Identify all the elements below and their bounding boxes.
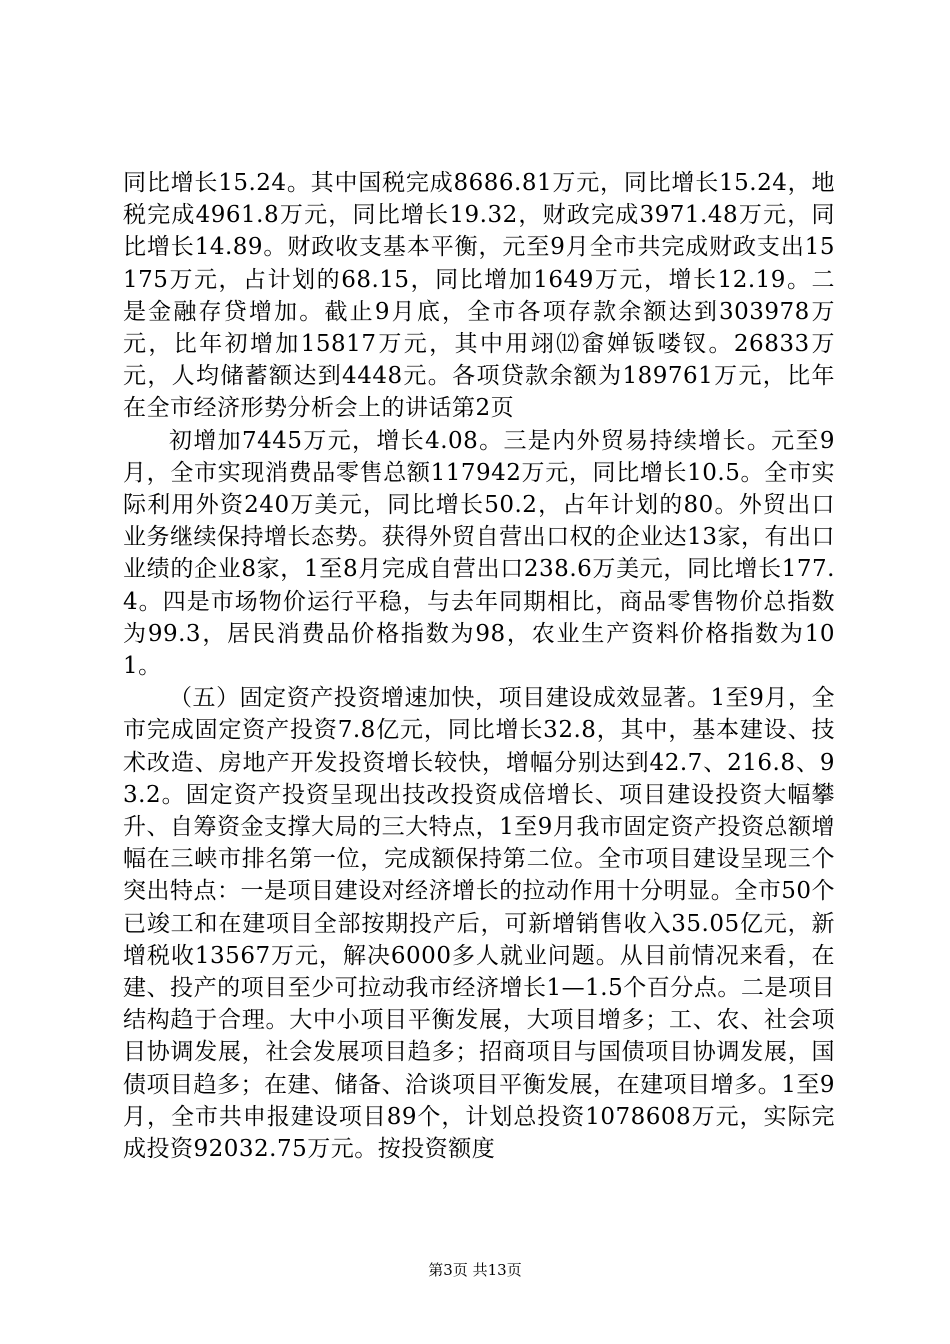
paragraph-1: 同比增长15.24。其中国税完成8686.81万元，同比增长15.24，地税完成4961.8万元，同比增长19.32，财政完成3971.48万元，同比增长14.89。财政收支基本平衡，元至9月全市共完成财政支出15175万元，占计划的68.15，同比增加1649万元，增长12.19。二是金融存贷增加。截止9月底，全市各项存款余额达到303978万元，比年初增加15817万元，其中用翊⑿畲婵钣喽钗。26833万元，人均储蓄额达到4448元。各项贷款余额为189761万元，比年在全市经济形势分析会上的讲话第2页 (123, 170, 835, 422)
paragraph-3: （五）固定资产投资增速加快，项目建设成效显著。1至9月，全市完成固定资产投资7.8亿元，同比增长32.8，其中，基本建设、技术改造、房地产开发投资增长较快，增幅分别达到42.7、216.8、93.2。固定资产投资呈现出技改投资成倍增长、项目建设投资大幅攀升、自筹资金支撑大局的三大特点，1至9月我市固定资产投资总额增幅在三峡市排名第一位，完成额保持第二位。全市项目建设呈现三个突出特点：一是项目建设对经济增长的拉动作用十分明显。全市50个已竣工和在建项目全部按期投产后，可新增销售收入35.05亿元，新增税收13567万元，解决6000多人就业问题。从目前情况来看，在建、投产的项目至少可拉动我市经济增长1—1.5个百分点。二是项目结构趋于合理。大中小项目平衡发展，大项目增多；工、农、社会项目协调发展，社会发展项目趋多；招商项目与国债项目协调发展，国债项目趋多；在建、储备、洽谈项目平衡发展，在建项目增多。1至9月，全市共申报建设项目89个，计划总投资1078608万元，实际完成投资92032.75万元。按投资额度 (123, 685, 835, 1163)
page-footer: 第3页 共13页 (428, 1261, 522, 1279)
document-body (123, 167, 835, 1165)
paragraph-2: 初增加7445万元，增长4.08。三是内外贸易持续增长。元至9月，全市实现消费品零售总额117942万元，同比增长10.5。全市实际利用外资240万美元，同比增长50.2，占年计划的80。外贸出口业务继续保持增长态势。获得外贸自营出口权的企业达13家，有出口业绩的企业8家，1至8月完成自营出口238.6万美元，同比增长177.4。四是市场物价运行平稳，与去年同期相比，商品零售物价总指数为99.3，居民消费品价格指数为98，农业生产资料价格指数为101。 (123, 427, 835, 680)
